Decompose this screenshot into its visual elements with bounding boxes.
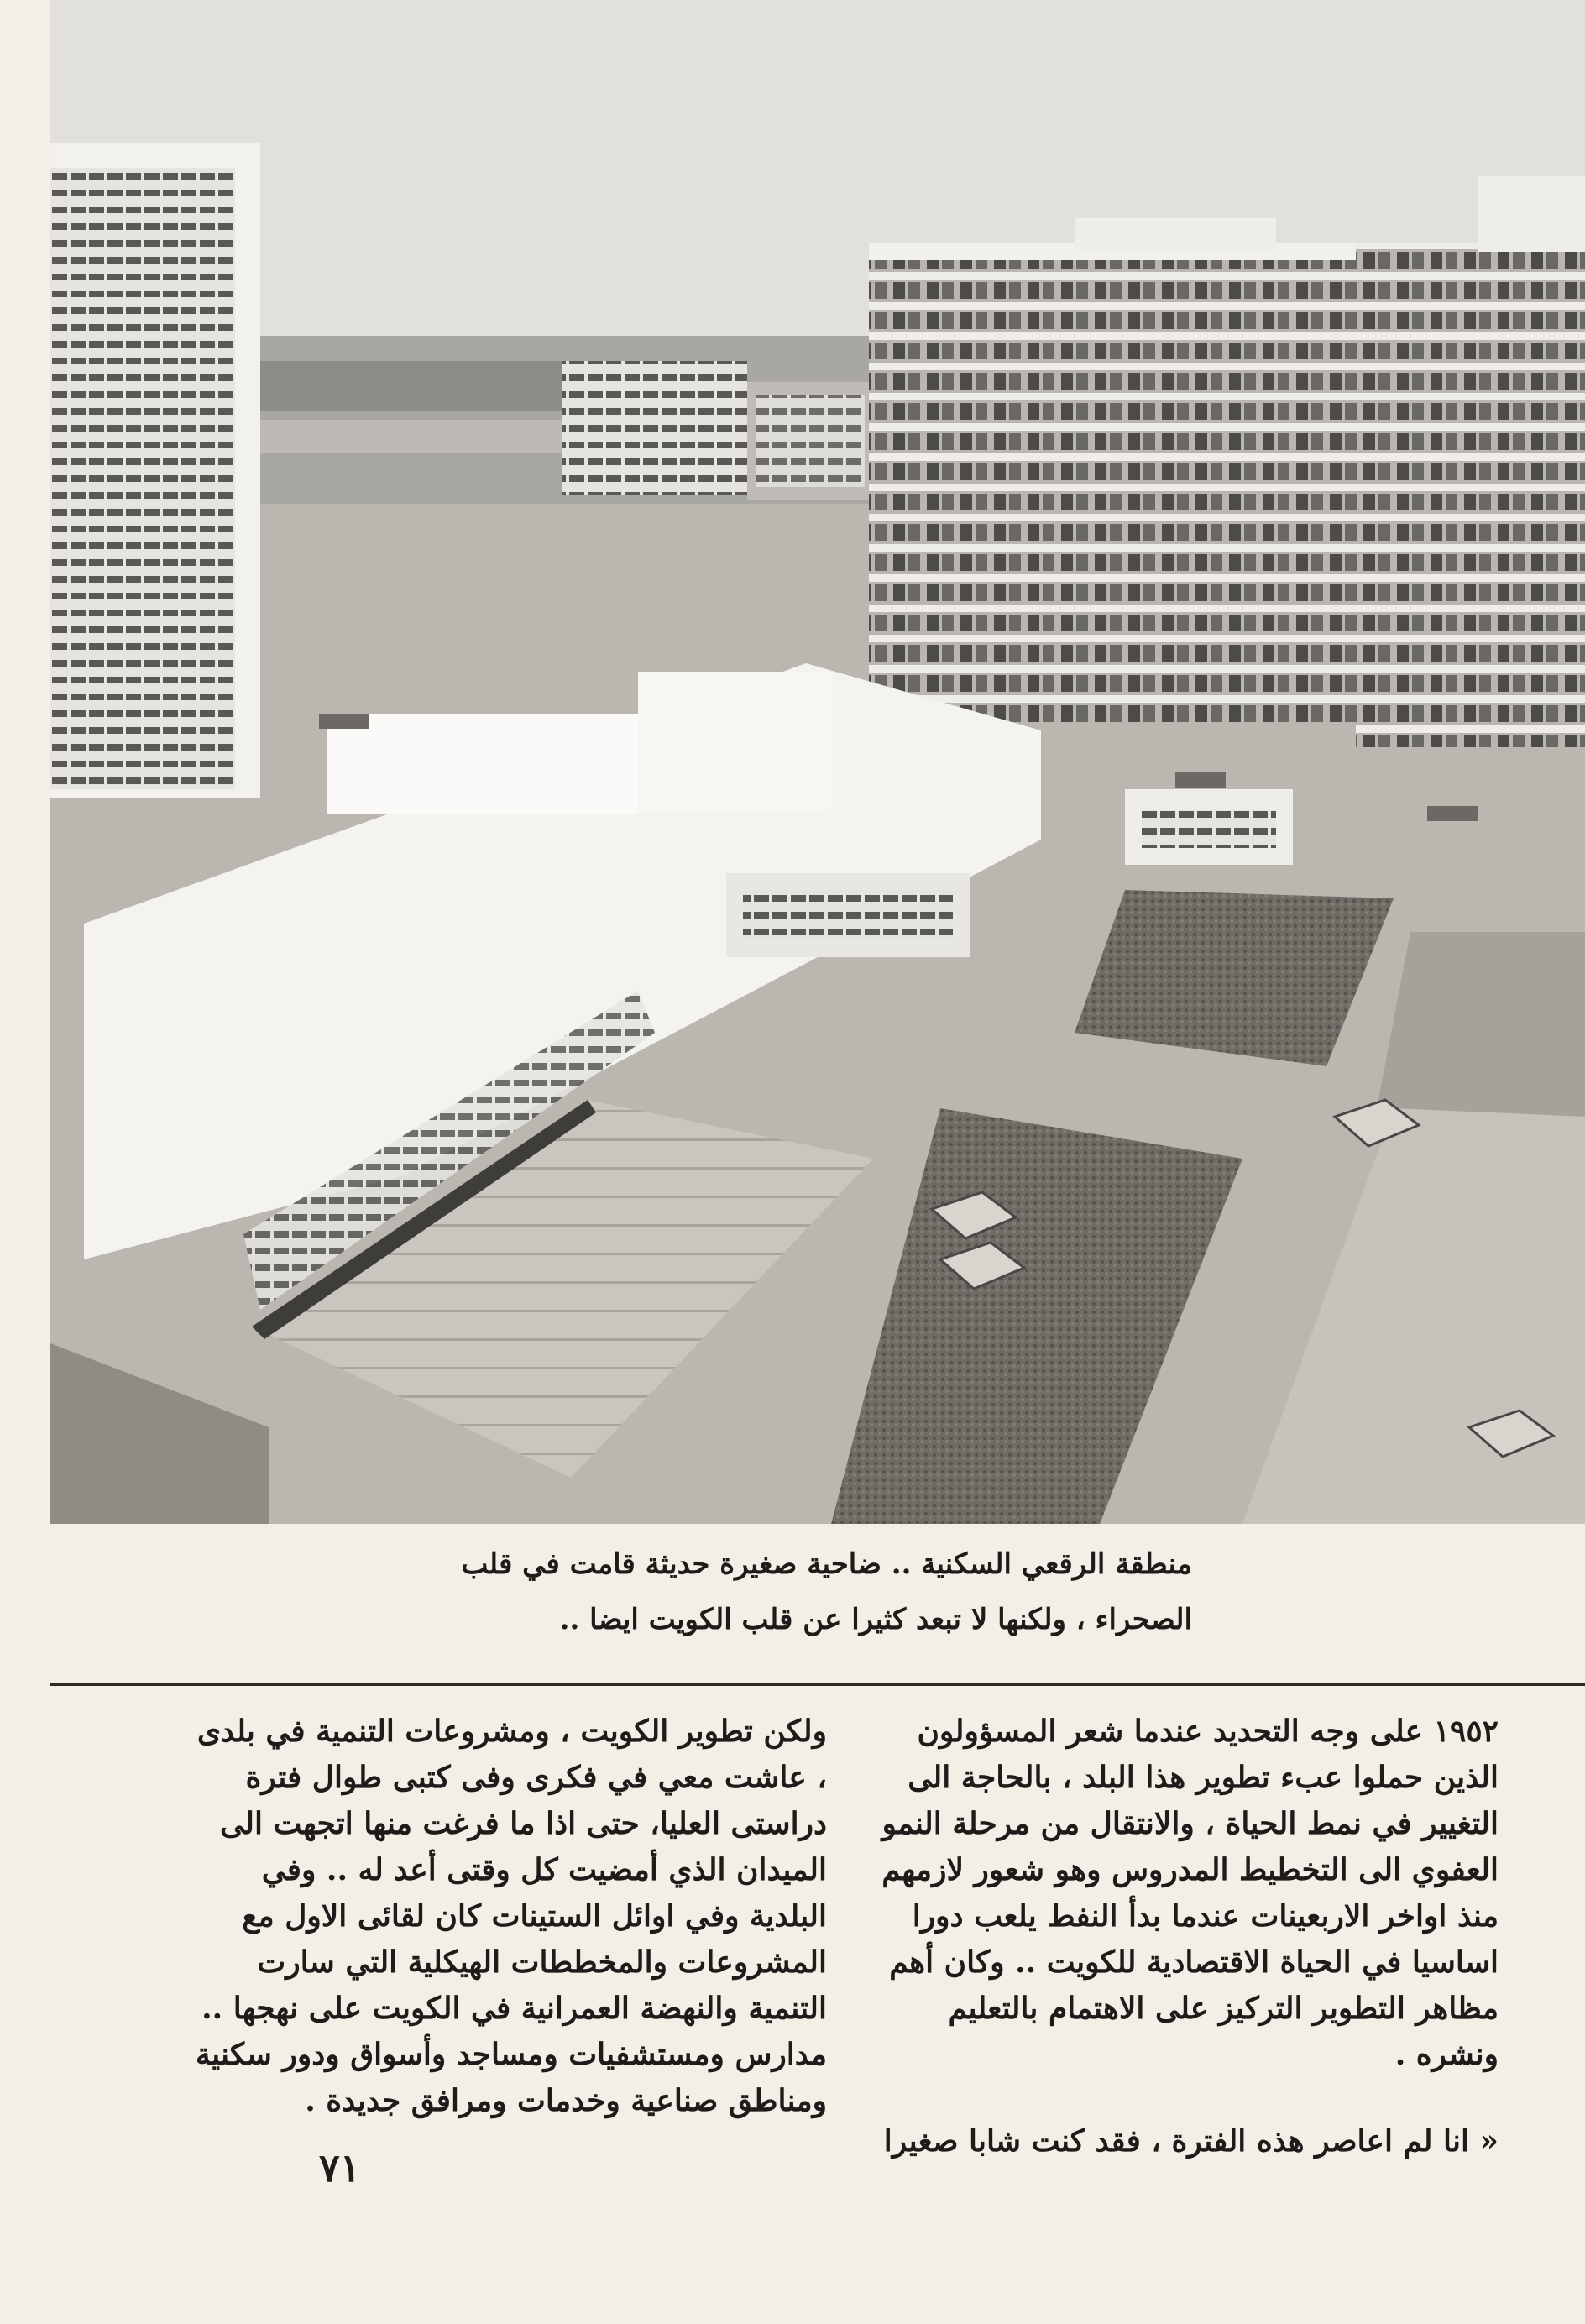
text-column-left xyxy=(189,1709,827,2124)
body-paragraph: ١٩٥٢ على وجه التحديد عندما شعر المسؤولون الذين حملوا عبء تطوير هذا البلد ، بالحاجة الى التغيير في نمط الحياة ، والانتقال من مرحلة النمو العفوي الى التخطيط المدروس وهو شعور لازمهم منذ اواخر الاربعينات عندما بدأ النفط يلعب دورا اساسيا في الحياة الاقتصادية للكويت .. وكان أهم مظاهر التطوير التركيز على الاهتمام بالتعليم ونشره . xyxy=(881,1714,1499,2072)
caption-line: منطقة الرقعي السكنية .. ضاحية صغيرة حديثة قامت في قلب xyxy=(461,1547,1192,1581)
page-number: ٧١ xyxy=(319,2145,361,2191)
caption-line: الصحراء ، ولكنها لا تبعد كثيرا عن قلب الكويت ايضا .. xyxy=(559,1603,1192,1636)
divider-line xyxy=(50,1683,1585,1686)
photo-illustration xyxy=(50,0,1585,1524)
quote-paragraph: « انا لم اعاصر هذه الفترة ، فقد كنت شابا صغيرا xyxy=(883,2123,1499,2159)
photo-caption xyxy=(461,1536,1192,1647)
aerial-photo-residential-district xyxy=(50,0,1585,1524)
text-column-right xyxy=(877,1709,1499,2164)
body-paragraph: ولكن تطوير الكويت ، ومشروعات التنمية في بلدى ، عاشت معي في فكرى وفى كتبى طوال فترة دراستى العليا، حتى اذا ما فرغت منها اتجهت الى الميدان الذي أمضيت كل وقتى أعد له .. وفي البلدية وفي اوائل الستينات كان لقائى الاول مع المشروعات والمخططات الهيكلية التي سارت التنمية والنهضة العمرانية في الكويت على نهجها .. مدارس ومستشفيات ومساجد وأسواق ودور سكنية ومناطق صناعية وخدمات ومرافق جديدة . xyxy=(195,1714,827,2118)
